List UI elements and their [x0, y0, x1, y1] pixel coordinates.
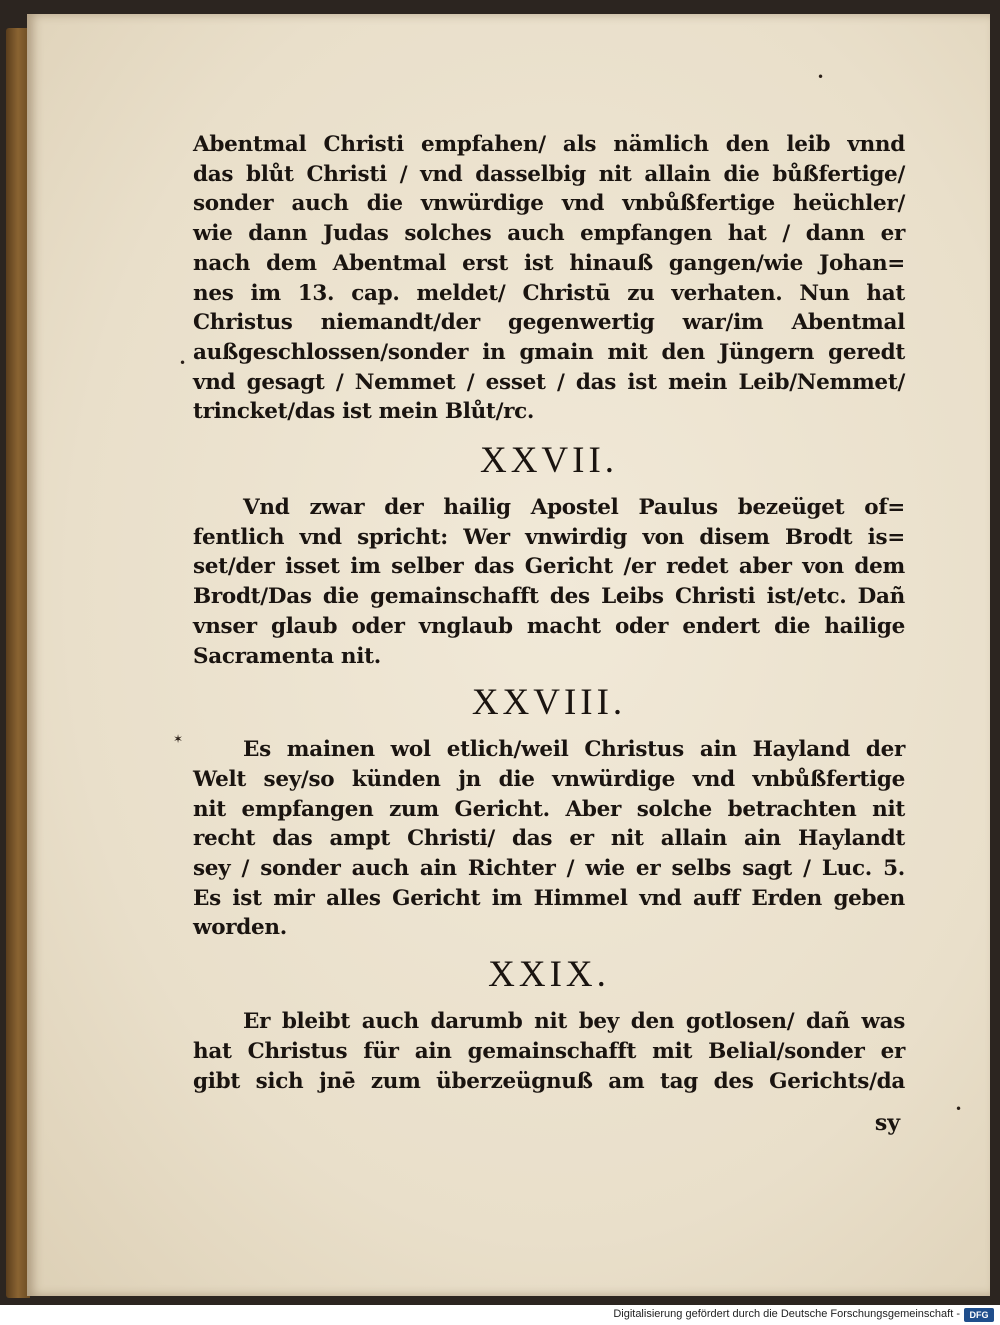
text-line: nes im 13. cap. meldet/ Christū zu verhaten. Nun hat [193, 280, 905, 306]
section-heading: XXVIII. [471, 682, 627, 724]
text-line: sonder auch die vnwürdige vnd vnbůßfertige heüchler/ [193, 191, 905, 217]
text-line: Welt sey/so künden jn die vnwürdige vnd vnbůßfertige [193, 766, 905, 792]
paragraph-1 [193, 130, 905, 427]
speck-mark: ✶ [173, 732, 184, 746]
paragraph-2 [193, 493, 905, 671]
text-line: gibt sich jnē zum überzeügnuß am tag des Gerichts/da [193, 1068, 905, 1094]
text-line: nit empfangen zum Gericht. Aber solche betrachten nit [193, 796, 905, 822]
text-line: Es mainen wol etlich/weil Christus ain Hayland der [243, 737, 905, 763]
text-line: nach dem Abentmal erst ist hinauß gangen/wie Johan= [193, 250, 905, 276]
text-line: wie dann Judas solches auch empfangen hat / dann er [193, 221, 905, 247]
speck-mark: • [955, 1102, 963, 1116]
section-heading: XXIX. [488, 954, 610, 996]
text-line: Er bleibt auch darumb nit bey den gotlosen/ dañ was [243, 1009, 905, 1035]
text-line: vnd gesagt / Nemmet / esset / das ist mein Leib/Nemmet/ [193, 369, 905, 395]
text-line: sey / sonder auch ain Richter / wie er selbs sagt / Luc. 5. [193, 856, 905, 882]
text-line: trincket/das ist mein Blůt/rc. [193, 399, 535, 425]
text-line: Sacramenta nit. [193, 643, 381, 669]
speck-mark: • [817, 70, 825, 84]
text-line: Abentmal Christi empfahen/ als nämlich den leib vnnd [193, 132, 905, 157]
text-line: außgeschlossen/sonder in gmain mit den Jüngern geredt [193, 339, 905, 365]
footer-bar [0, 1305, 1000, 1325]
text-line: Brodt/Das die gemainschafft des Leibs Christi ist/etc. Dañ [193, 584, 905, 610]
text-line: worden. [193, 915, 287, 941]
text-line: Es ist mir alles Gericht im Himmel vnd auff Erden geben [193, 885, 905, 911]
text-line: hat Christus für ain gemainschafft mit Belial/sonder er [193, 1038, 905, 1064]
text-line: fentlich vnd spricht: Wer vnwirdig von disem Brodt is= [193, 524, 905, 550]
text-line: das blůt Christi / vnd dasselbig nit allain die bůßfertige/ [193, 161, 905, 187]
text-line: vnser glaub oder vnglaub macht oder endert die hailige [193, 613, 905, 639]
paragraph-3 [193, 735, 905, 943]
dfg-logo: DFG [964, 1308, 994, 1322]
text-line: recht das ampt Christi/ das er nit allain ain Haylandt [193, 826, 905, 852]
paragraph-4 [193, 1007, 905, 1096]
page-text [193, 130, 905, 1096]
speck-mark: • [179, 356, 187, 370]
section-heading: XXVII. [479, 440, 619, 482]
text-line: set/der isset im selber das Gericht /er redet aber von dem [193, 554, 905, 580]
catchword: sy [874, 1110, 900, 1136]
text-line: Christus niemandt/der gegenwertig war/im Abentmal [193, 310, 905, 336]
text-line: Vnd zwar der hailig Apostel Paulus bezeüget of= [243, 495, 905, 521]
funding-notice: Digitalisierung gefördert durch die Deutsche Forschungsgemeinschaft - [613, 1308, 960, 1320]
